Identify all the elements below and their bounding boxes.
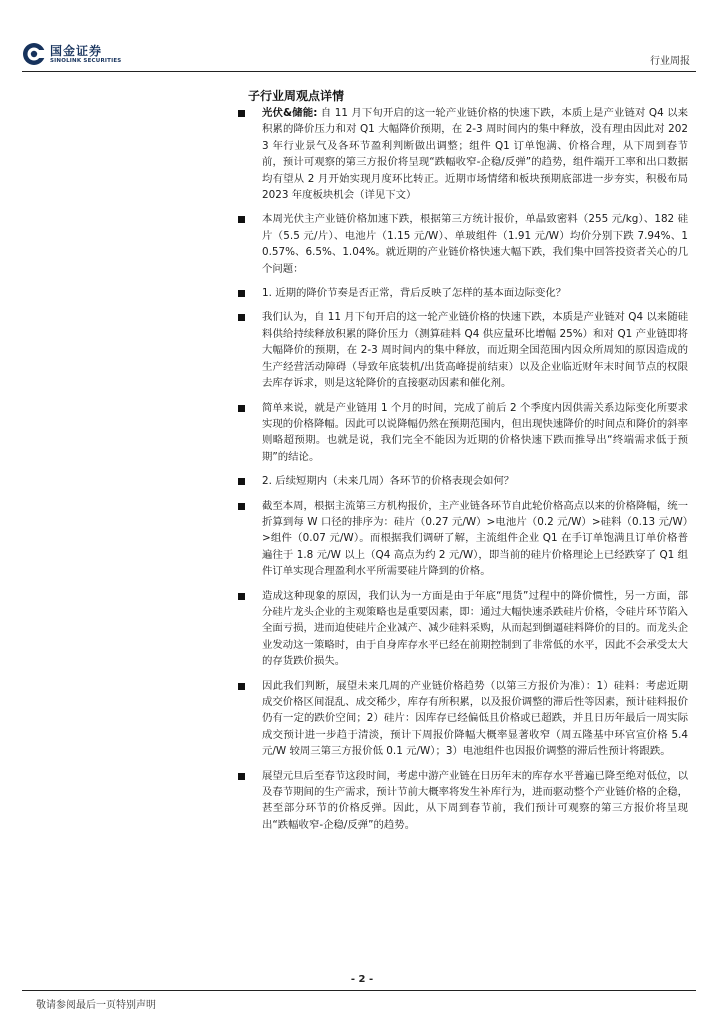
paragraph-5 <box>236 400 692 466</box>
paragraph-body: 自 11 月下旬开启的这一轮产业链价格的快速下跌，本质上是产业链对 Q4 以来积累的降价压力和对 Q1 大幅降价预期，在 2-3 周时间内的集中释放，没有理由因此对 2023 年行业景气及各环节盈利判断做出调整；组件 Q1 订单饱满、价格合理，从下周到春节前，预计可观察的第三方报价将呈现“跌幅收窄-企稳/反弹”的趋势，组件端开工率和出口数据均有望从 2 月开始实现月度环比转正。近期市场情绪和板块预期底部进一步夯实，积极布局 2023 年度板块机会（详见下文） <box>262 107 688 202</box>
paragraph-9 <box>236 678 692 760</box>
section-title: 子行业周观点详情 <box>248 89 345 103</box>
square-bullet-icon <box>238 773 245 780</box>
report-type-label: 行业周报 <box>650 56 690 67</box>
square-bullet-icon <box>238 216 245 223</box>
sinolink-logo-icon <box>22 42 46 66</box>
paragraph-text: 截至本周，根据主流第三方机构报价，主产业链各环节自此轮价格高点以来的价格降幅，统一折算到每 W 口径的排序为：硅片（0.27 元/W）>电池片（0.2 元/W）>硅料（0.13 元/W）>组件（0.07 元/W）。而根据我们调研了解，主流组件企业 Q1 在手订单饱满且订单价格普遍往于 1.8 元/W 以上（Q4 高点为约 2 元/W），即当前的硅片价格理论上已经跌穿了 Q1 组件订单实现合理盈利水平所需要硅片降到的价格。 <box>262 499 689 578</box>
footer-disclaimer: 敬请参阅最后一页特别声明 <box>36 1000 156 1011</box>
paragraph-text <box>262 105 688 203</box>
page-number: - 2 - <box>350 974 374 985</box>
page-header <box>0 0 724 80</box>
footer-divider <box>22 990 696 991</box>
square-bullet-icon <box>238 314 245 321</box>
logo-chinese-name: 国金证券 <box>50 44 103 58</box>
square-bullet-icon <box>238 405 245 412</box>
paragraph-text: 我们认为，自 11 月下旬开启的这一轮产业链价格的快速下跌，本质是产业链对 Q4 以来随硅料供给持续释放积累的降价压力（测算硅料 Q4 供应量环比增幅 25%）和对 Q1 产业链即将大幅降价的预期，在 2-3 周时间内的集中释放，而近期全国范围内因众所周知的原因造成的生产经营活动障碍（导致年底装机/出货高峰提前结束）以及企业临近财年末时间节点的权限去库存诉求，则是这轮降价的直接驱动因素和催化剂。 <box>262 311 688 390</box>
paragraph-4 <box>236 309 692 391</box>
question-1: 1. 近期的降价节奏是否正常，背后反映了怎样的基本面边际变化？ <box>262 287 567 300</box>
question-2: 2. 后续短期内（未来几周）各环节的价格表现会如何？ <box>262 475 515 488</box>
logo-english-name: SINOLINK SECURITIES <box>50 58 122 64</box>
square-bullet-icon <box>238 683 245 690</box>
sinolink-logo <box>22 40 132 70</box>
header-divider <box>22 71 696 72</box>
paragraph-10 <box>236 768 692 834</box>
paragraph-lead: 光伏&储能: <box>262 107 318 119</box>
paragraph-text: 本周光伏主产业链价格加速下跌，根据第三方统计报价，单晶致密料（255 元/kg）、182 硅片（5.5 元/片）、电池片（1.15 元/W）、单玻组件（1.91 元/W）均价分别下跌 7.94%、10.57%、6.5%、1.04%。就近期的产业链价格快速大幅下跌，我们集中回答投资者关心的几个问题： <box>262 213 688 275</box>
paragraph-text: 展望元旦后至春节这段时间，考虑中游产业链在日历年末的库存水平普遍已降至绝对低位，以及春节期间的生产需求，预计节前大概率将发生补库行为，进而驱动整个产业链价格的企稳，甚至部分环节的价格反弹。因此，从下周到春节前，我们预计可观察的第三方报价将呈现出“跌幅收窄-企稳/反弹”的趋势。 <box>262 769 689 831</box>
square-bullet-icon <box>238 110 245 117</box>
main-content <box>236 105 692 841</box>
paragraph-8 <box>236 588 692 670</box>
paragraph-1 <box>236 105 692 203</box>
paragraph-text: 因此我们判断，展望未来几周的产业链价格趋势（以第三方报价为准）：1）硅料：考虑近期成交价格区间混乱、成交稀少，库存有所积累，以及报价调整的滞后性等因素，预计硅料报价仍有一定的跌价空间；2）硅片：因库存已经偏低且价格或已超跌，并且日历年最后一周实际成交预计进一步趋于清淡，预计下周报价降幅大概率显著收窄（周五隆基中环官宣价格 5.4 元/W 较周三第三方报价低 0.1 元/W）；3）电池组件也因报价调整的滞后性预计将跟跌。 <box>262 679 689 758</box>
square-bullet-icon <box>238 503 245 510</box>
paragraph-text: 简单来说，就是产业链用 1 个月的时间，完成了前后 2 个季度内因供需关系边际变化所要求实现的价格降幅。因此可以说降幅仍然在预期范围内，但出现快速降价的时间点和降价的斜率则略超预期。也就是说，我们完全不能因为近期的价格快速下跌而推导出“终端需求低于预期”的结论。 <box>262 401 689 463</box>
paragraph-6 <box>236 473 692 489</box>
square-bullet-icon <box>238 478 245 485</box>
paragraph-7 <box>236 498 692 580</box>
paragraph-3 <box>236 285 692 301</box>
square-bullet-icon <box>238 593 245 600</box>
paragraph-2 <box>236 211 692 277</box>
paragraph-text: 造成这种现象的原因，我们认为一方面是由于年底“甩货”过程中的降价惯性，另一方面，部分硅片龙头企业的主观策略也是重要因素，即：通过大幅快速杀跌硅片价格，令硅片环节陷入全面亏损，进而迫使硅片企业减产、减少硅料采购，从而起到倒逼硅料降价的目的。而龙头企业发动这一策略时，由于自身库存水平已经在前期控制到了非常低的水平，因此不会承受太大的存货跌价损失。 <box>262 589 689 668</box>
square-bullet-icon <box>238 290 245 297</box>
